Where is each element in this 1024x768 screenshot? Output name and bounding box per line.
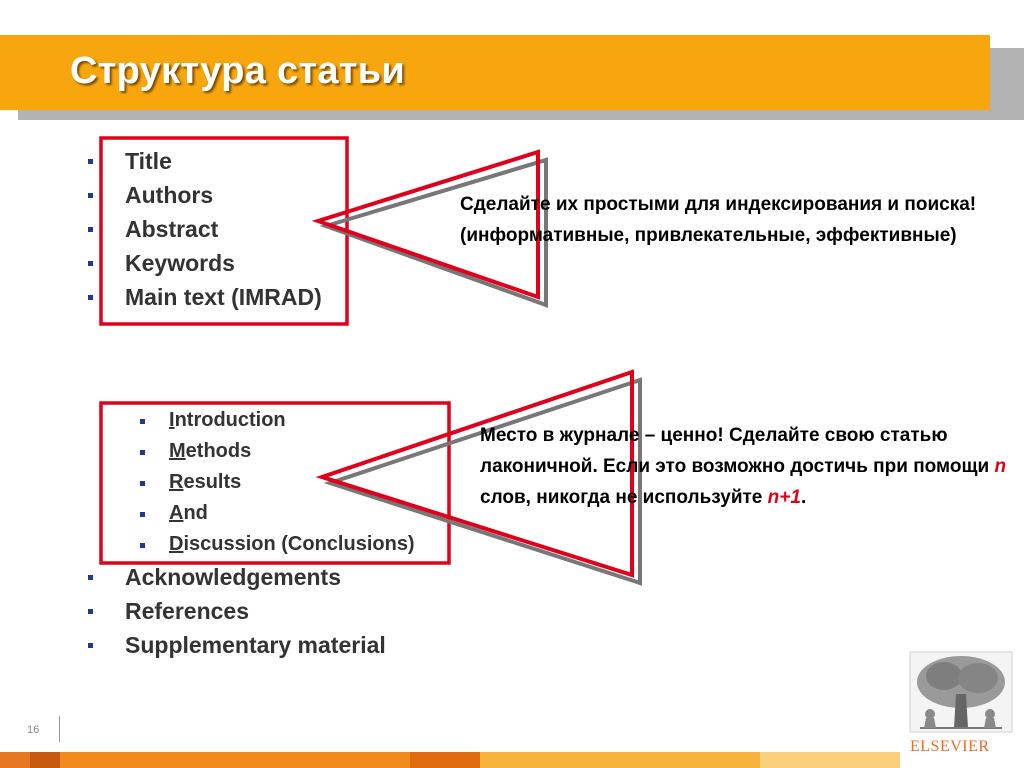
article-parts-list	[88, 144, 322, 314]
bullet-icon	[88, 227, 93, 232]
bullet-icon	[88, 295, 93, 300]
list-item: Abstract	[88, 212, 322, 246]
bullet-icon	[140, 450, 145, 455]
bullet-icon	[140, 419, 145, 424]
bullet-icon	[88, 159, 93, 164]
elsevier-logo-text: ELSEVIER	[910, 738, 990, 755]
bullet-icon	[140, 481, 145, 486]
imrad-initial: M	[169, 440, 186, 462]
footer-stripe	[410, 752, 480, 768]
list-item: Main text (IMRAD)	[88, 280, 322, 314]
slide-title: Структура статьи	[70, 50, 406, 92]
page-number: 16	[27, 724, 40, 736]
imrad-initial: D	[169, 533, 184, 555]
list-item: Introduction	[140, 405, 415, 436]
bullet-icon	[140, 543, 145, 548]
emphasis-n: n	[994, 456, 1007, 477]
list-item: Acknowledgements	[88, 560, 386, 594]
list-item: Methods	[140, 436, 415, 467]
footer-stripe	[30, 752, 60, 768]
emphasis-n-plus-1: n+1	[767, 487, 801, 508]
footer-stripe	[760, 752, 900, 768]
bullet-icon	[88, 609, 93, 614]
page-divider	[59, 716, 60, 742]
bullet-icon	[88, 261, 93, 266]
imrad-initial: I	[169, 409, 175, 431]
callout-text-indexing: Сделайте их простыми для индексирования и поиска! (информативные, привлекательные, эффективные)	[460, 194, 977, 246]
article-tail-list	[88, 560, 386, 662]
bullet-icon	[88, 193, 93, 198]
imrad-initial: A	[169, 502, 184, 524]
list-item: Supplementary material	[88, 628, 386, 662]
footer-stripe	[480, 752, 760, 768]
callout-text-concise: Место в журнале – ценно! Сделайте свою статью лаконичной. Если это возможно достичь при помощи n слов, никогда не используйте n+1.	[480, 425, 1007, 508]
list-item: Authors	[88, 178, 322, 212]
list-item: Discussion (Conclusions)	[140, 529, 415, 560]
bullet-icon	[88, 643, 93, 648]
list-item: Title	[88, 144, 322, 178]
bullet-icon	[88, 575, 93, 580]
bullet-icon	[140, 512, 145, 517]
list-item: References	[88, 594, 386, 628]
footer-stripe	[0, 752, 30, 768]
imrad-list	[140, 405, 415, 560]
list-item: Keywords	[88, 246, 322, 280]
imrad-initial: R	[169, 471, 184, 493]
list-item: Results	[140, 467, 415, 498]
footer-stripe	[60, 752, 410, 768]
list-item: And	[140, 498, 415, 529]
